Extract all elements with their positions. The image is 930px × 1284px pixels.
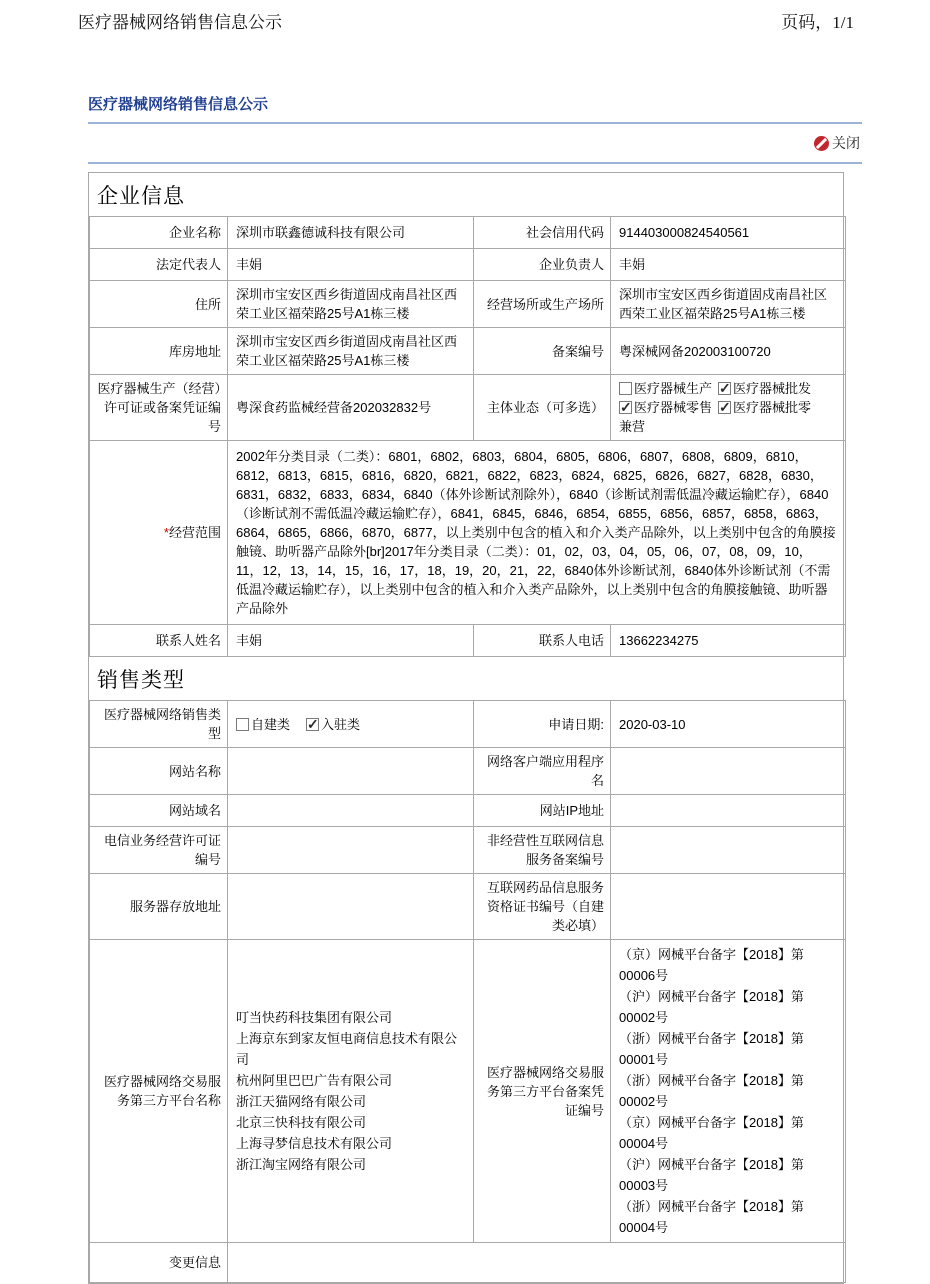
checkbox-wholesale-label: 医疗器械批发 — [733, 381, 812, 396]
platform-name: 上海寻梦信息技术有限公司 — [236, 1136, 393, 1151]
telecom-license-value — [228, 827, 474, 874]
platform-code: （京）网械平台备字【2018】第00006号 — [619, 947, 804, 983]
page-number: 页码，1/1 — [781, 13, 854, 32]
server-location-value — [228, 874, 474, 940]
platform-codes-label: 医疗器械网络交易服务第三方平台备案凭证编号 — [474, 940, 611, 1243]
apply-date-value: 2020-03-10 — [611, 701, 846, 748]
scope-label: *经营范围 — [90, 441, 228, 625]
checkbox-production[interactable] — [619, 382, 632, 395]
checkbox-retail-label: 医疗器械零售 — [634, 400, 713, 415]
company-name-value: 深圳市联鑫德诚科技有限公司 — [228, 217, 474, 249]
table-row — [90, 795, 846, 827]
platform-names-label: 医疗器械网络交易服务第三方平台名称 — [90, 940, 228, 1243]
change-info-label: 变更信息 — [90, 1243, 228, 1283]
required-mark: * — [163, 525, 169, 540]
checkbox-retail[interactable] — [619, 401, 632, 414]
domain-value — [228, 795, 474, 827]
page-title: 医疗器械网络销售信息公示 — [88, 96, 269, 113]
table-row — [90, 701, 846, 748]
divider — [88, 162, 862, 164]
server-location-label: 服务器存放地址 — [90, 874, 228, 940]
domain-label: 网站域名 — [90, 795, 228, 827]
close-row — [88, 124, 862, 162]
record-no-label: 备案编号 — [474, 328, 611, 375]
form-container — [88, 172, 844, 1284]
table-row — [90, 441, 846, 625]
legal-rep-label: 法定代表人 — [90, 249, 228, 281]
contact-phone-label: 联系人电话 — [474, 625, 611, 657]
platform-name: 浙江淘宝网络有限公司 — [236, 1157, 367, 1172]
print-header — [0, 0, 930, 33]
table-row — [90, 748, 846, 795]
drug-info-cert-label: 互联网药品信息服务资格证书编号（自建类必填） — [474, 874, 611, 940]
platform-names-value — [228, 940, 474, 1243]
legal-rep-value: 丰娟 — [228, 249, 474, 281]
record-no-value: 粤深械网备202003100720 — [611, 328, 846, 375]
titlebar — [88, 93, 862, 164]
table-row — [90, 328, 846, 375]
sales-type-table — [89, 700, 846, 1283]
company-info-table — [89, 216, 846, 657]
contact-name-label: 联系人姓名 — [90, 625, 228, 657]
section-heading-sales: 销售类型 — [97, 669, 185, 692]
platform-name: 杭州阿里巴巴广告有限公司 — [236, 1073, 393, 1088]
warehouse-label: 库房地址 — [90, 328, 228, 375]
website-name-value — [228, 748, 474, 795]
company-name-label: 企业名称 — [90, 217, 228, 249]
platform-code: （浙）网械平台备字【2018】第00002号 — [619, 1073, 804, 1109]
table-row — [90, 281, 846, 328]
checkbox-production-label: 医疗器械生产 — [634, 381, 713, 396]
table-row — [90, 217, 846, 249]
website-name-label: 网站名称 — [90, 748, 228, 795]
platform-code: （京）网械平台备字【2018】第00004号 — [619, 1115, 804, 1151]
principal-label: 企业负责人 — [474, 249, 611, 281]
apply-date-label: 申请日期: — [474, 701, 611, 748]
warehouse-value: 深圳市宝安区西乡街道固戍南昌社区西荣工业区福荣路25号A1栋三楼 — [228, 328, 474, 375]
business-modes-value — [611, 375, 846, 441]
license-value: 粤深食药监械经营备202032832号 — [228, 375, 474, 441]
checkbox-wholesale-retail-label: 医疗器械批零兼营 — [619, 400, 812, 434]
table-row — [90, 625, 846, 657]
non-commercial-icp-value — [611, 827, 846, 874]
client-app-value — [611, 748, 846, 795]
platform-name: 北京三快科技有限公司 — [236, 1115, 367, 1130]
platform-codes-value — [611, 940, 846, 1243]
address-label: 住所 — [90, 281, 228, 328]
table-row — [90, 827, 846, 874]
table-row — [90, 249, 846, 281]
table-row — [90, 940, 846, 1243]
checkbox-self-built[interactable] — [236, 718, 249, 731]
non-commercial-icp-label: 非经营性互联网信息服务备案编号 — [474, 827, 611, 874]
table-row — [90, 1243, 846, 1283]
close-button-label: 关闭 — [832, 135, 860, 151]
platform-name: 叮当快药科技集团有限公司 — [236, 1010, 393, 1025]
checkbox-self-built-label: 自建类 — [251, 716, 291, 732]
platform-code: （沪）网械平台备字【2018】第00003号 — [619, 1157, 804, 1193]
drug-info-cert-value — [611, 874, 846, 940]
ip-value — [611, 795, 846, 827]
business-modes-label: 主体业态（可多选） — [474, 375, 611, 441]
platform-name: 浙江天猫网络有限公司 — [236, 1094, 367, 1109]
sale-type-value — [228, 701, 474, 748]
print-header-title: 医疗器械网络销售信息公示 — [78, 13, 282, 32]
principal-value: 丰娟 — [611, 249, 846, 281]
section-heading-company: 企业信息 — [97, 185, 185, 208]
table-row — [90, 375, 846, 441]
close-button[interactable] — [814, 133, 860, 153]
credit-code-value: 914403000824540561 — [611, 217, 846, 249]
checkbox-wholesale[interactable] — [718, 382, 731, 395]
address-value: 深圳市宝安区西乡街道固戍南昌社区西荣工业区福荣路25号A1栋三楼 — [228, 281, 474, 328]
checkbox-wholesale-retail[interactable] — [718, 401, 731, 414]
telecom-license-label: 电信业务经营许可证编号 — [90, 827, 228, 874]
platform-name: 上海京东到家友恒电商信息技术有限公司 — [236, 1031, 458, 1067]
premises-value: 深圳市宝安区西乡街道固戍南昌社区西荣工业区福荣路25号A1栋三楼 — [611, 281, 846, 328]
client-app-label: 网络客户端应用程序名 — [474, 748, 611, 795]
no-entry-icon — [814, 136, 829, 151]
change-info-value — [228, 1243, 846, 1283]
contact-phone-value: 13662234275 — [611, 625, 846, 657]
table-row — [90, 874, 846, 940]
platform-code: （浙）网械平台备字【2018】第00001号 — [619, 1031, 804, 1067]
contact-name-value: 丰娟 — [228, 625, 474, 657]
scope-value: 2002年分类目录（二类）：6801，6802，6803，6804，6805，6806，6807，6808，6809，6810，6812，6813，6815，6816，6820，6821，6822，6823，6824，6825，6826，6827，6828，6830，6831，6832，6833，6834，6840（体外诊断试剂除外），6840（诊断试剂需低温冷藏运输贮存），6840（诊断试剂不需低温冷藏运输贮存），6841，6845，6846，6854，6855，6856，6857，6858，6863，6864，6865，6866，6870，6877，以上类别中包含的植入和介入类产品除外，以上类别中包含的角膜接触镜、助听器产品除外[br]2017年分类目录（二类）：01，02，03，04，05，06，07，08，09，10，11，12，13，14，15，16，17，18，19，20，21，22，6840体外诊断试剂，6840体外诊断试剂（不需低温冷藏运输贮存），以上类别中包含的植入和介入类产品除外，以上类别中包含的角膜接触镜、助听器产品除外 — [228, 441, 846, 625]
ip-label: 网站IP地址 — [474, 795, 611, 827]
checkbox-platform-entry-label: 入驻类 — [321, 716, 361, 732]
premises-label: 经营场所或生产场所 — [474, 281, 611, 328]
sale-type-label: 医疗器械网络销售类型 — [90, 701, 228, 748]
license-label: 医疗器械生产（经营）许可证或备案凭证编号 — [90, 375, 228, 441]
checkbox-platform-entry[interactable] — [306, 718, 319, 731]
credit-code-label: 社会信用代码 — [474, 217, 611, 249]
platform-code: （沪）网械平台备字【2018】第00002号 — [619, 989, 804, 1025]
platform-code: （浙）网械平台备字【2018】第00004号 — [619, 1199, 804, 1235]
